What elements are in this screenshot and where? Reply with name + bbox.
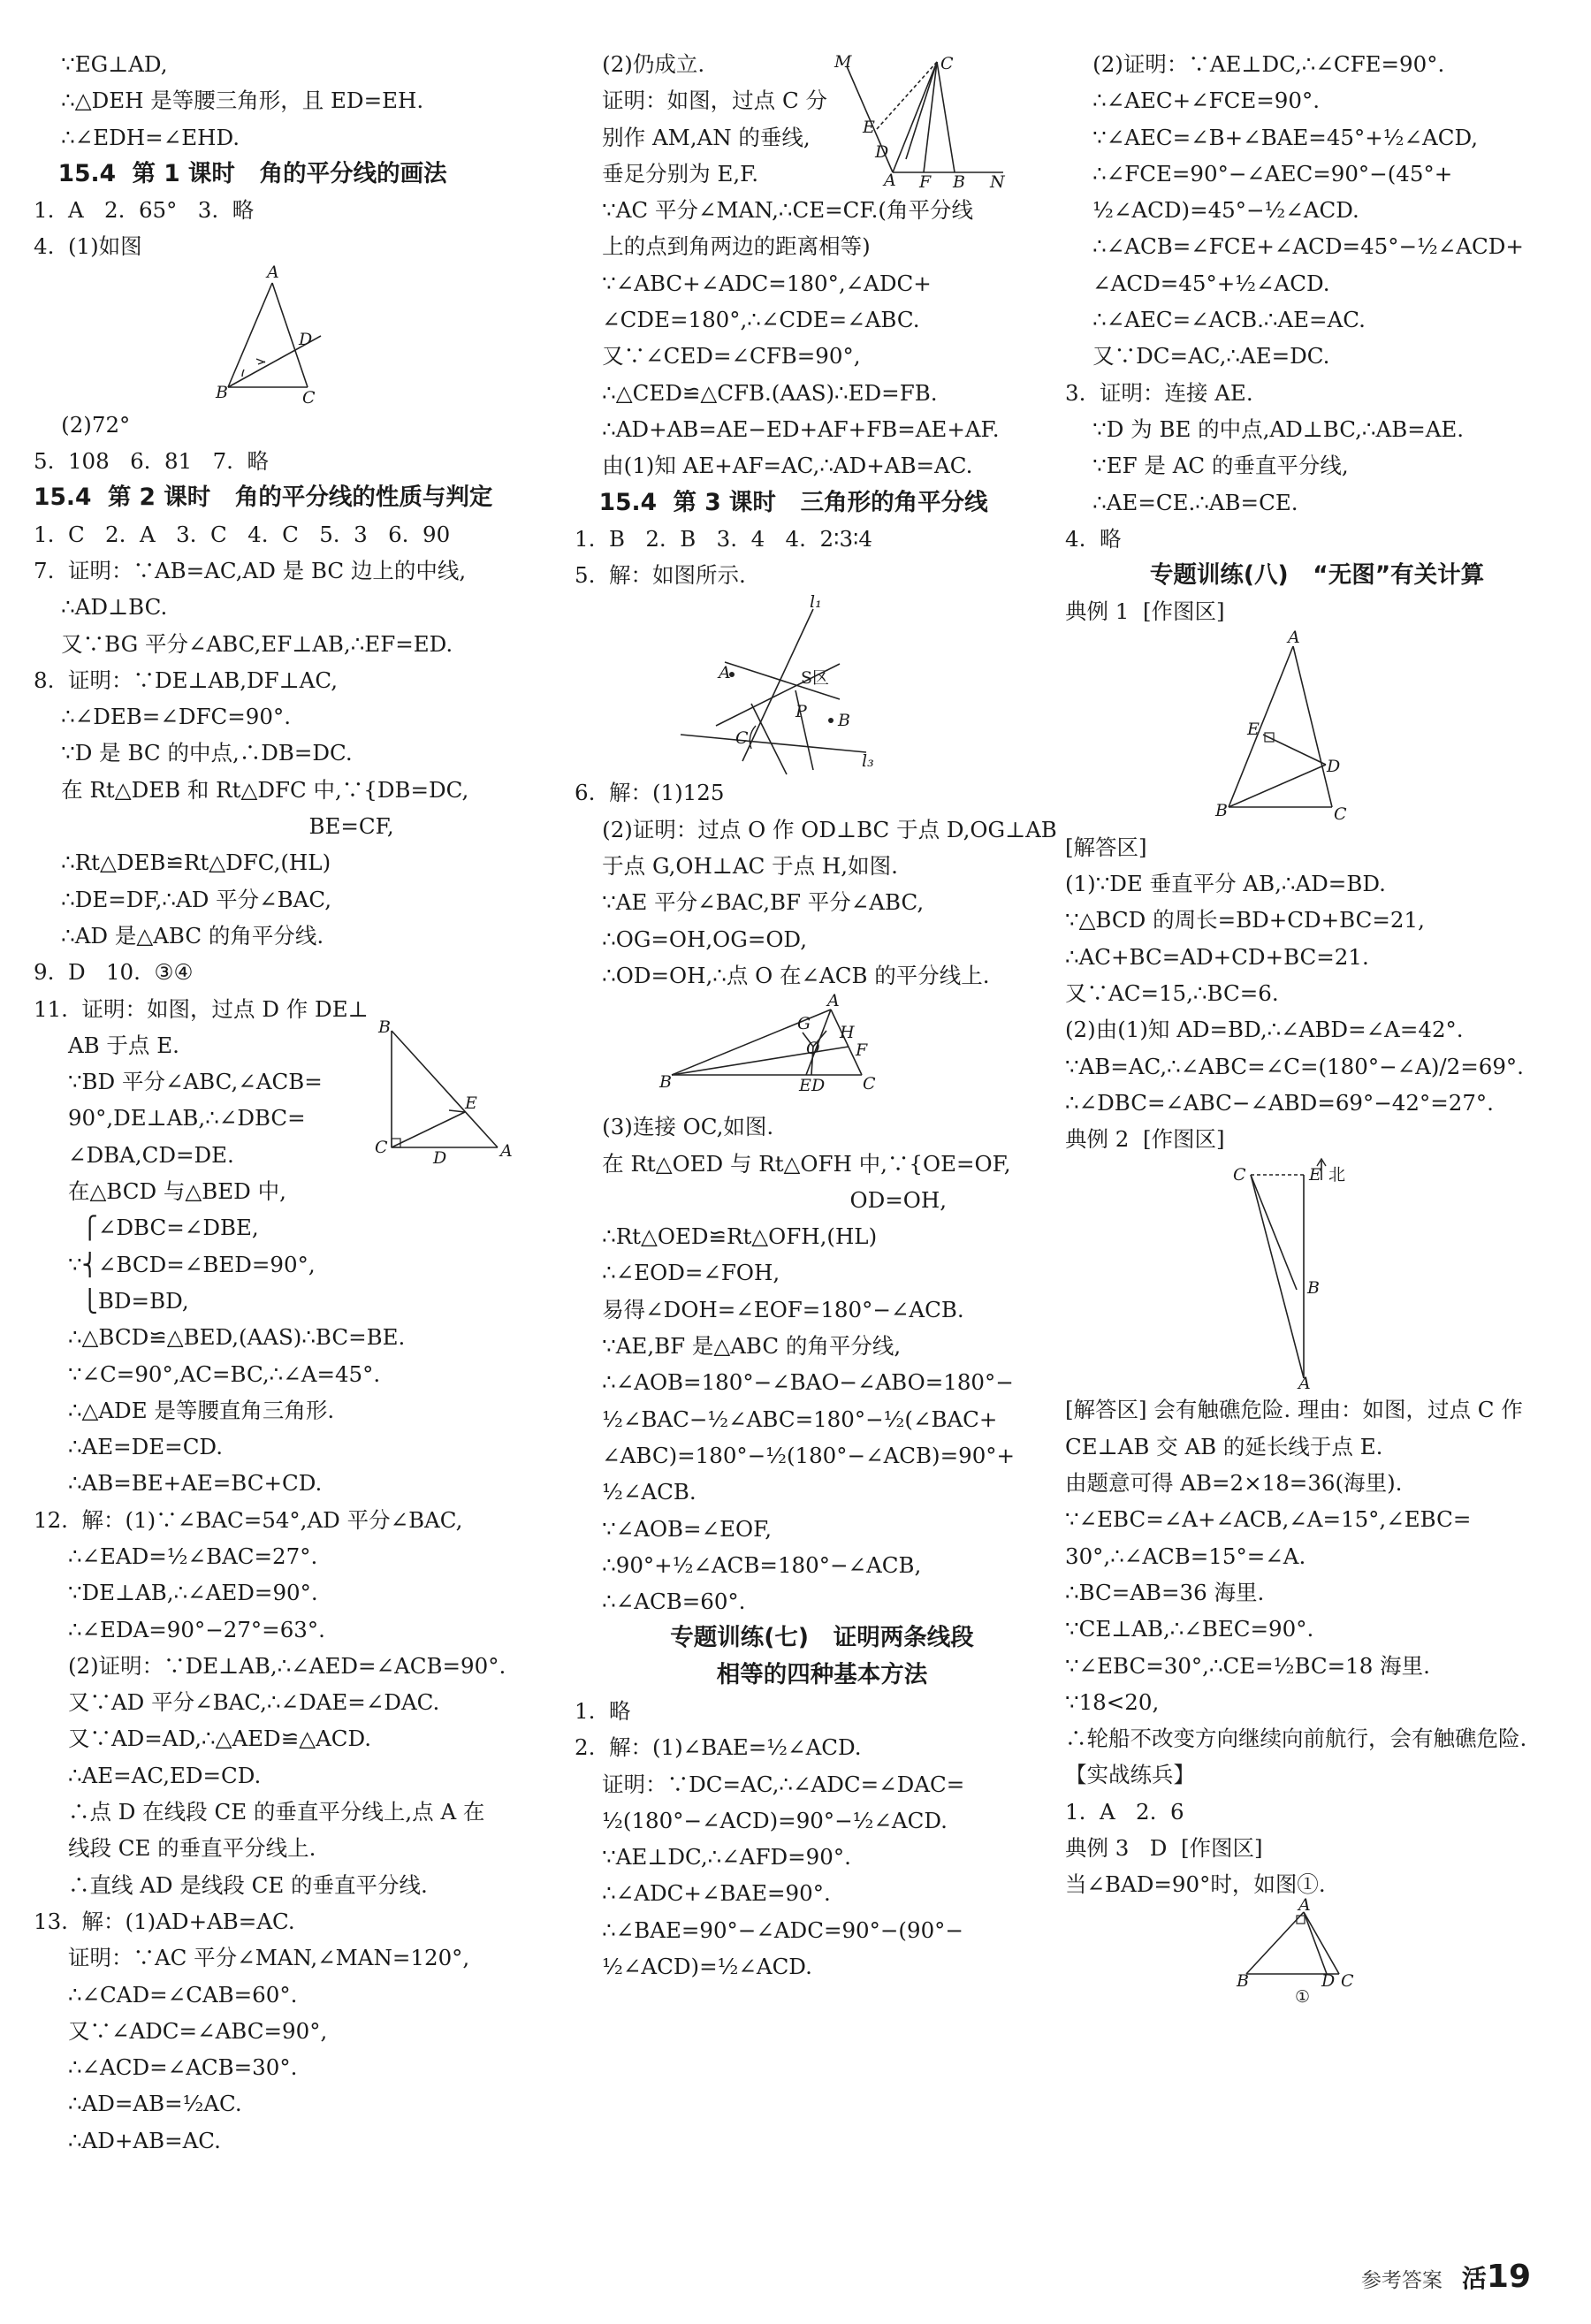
fig-label: P: [796, 702, 807, 722]
answer-line: ∵EF 是 AC 的垂直平分线,: [1065, 453, 1349, 479]
answer-line: 又∵DC=AC,∴AE=DC.: [1065, 343, 1330, 370]
fig-label: A: [827, 991, 840, 1011]
answer-line: ∴∠FCE=90°−∠AEC=90°−(45°+: [1065, 160, 1453, 187]
fig-label: A: [500, 1141, 513, 1161]
page-number: 19: [1486, 2259, 1531, 2295]
answer-line: OD=OH,: [575, 1186, 948, 1213]
answer-line: 6. 解：(1)125: [575, 780, 725, 806]
answer-line: 线段 CE 的垂直平分线上.: [34, 1835, 316, 1862]
figure-f2c: [575, 991, 1070, 1109]
answer-line: 又∵AC=15,∴BC=6.: [1065, 979, 1279, 1006]
fig-label: A: [1298, 1894, 1311, 1915]
fig-label: D: [811, 1076, 826, 1096]
answer-line: 典例 2 [作图区]: [1065, 1126, 1225, 1153]
answer-line: ∴点 D 在线段 CE 的垂直平分线上,点 A 在: [34, 1799, 485, 1825]
fig-label: A: [267, 262, 279, 282]
answer-column-3: [1065, 46, 1569, 2009]
answer-line: ∠ABC)=180°−½(180°−∠ACB)=90°+: [575, 1442, 1016, 1468]
answer-line: ∵D 为 BE 的中点,AD⊥BC,∴AB=AE.: [1065, 415, 1465, 442]
answer-line: (1)∵DE 垂直平分 AB,∴AD=BD.: [1065, 871, 1386, 897]
answer-line: ½∠ACD)=½∠ACD.: [575, 1954, 812, 1980]
answer-line: 1. 略: [575, 1697, 631, 1724]
answer-line: 1. A 2. 65° 3. 略: [34, 197, 255, 224]
answer-line: ∵AC 平分∠MAN,∴CE=CF.(角平分线: [575, 197, 973, 224]
answer-line: 在 Rt△OED 与 Rt△OFH 中,∵{OE=OF,: [575, 1150, 1011, 1177]
fig-label: E: [465, 1093, 477, 1113]
answer-line: ∴∠EDA=90°−27°=63°.: [34, 1616, 325, 1642]
answer-line: ∴△ADE 是等腰直角三角形.: [34, 1397, 335, 1423]
fig-label: S区: [801, 668, 830, 689]
answer-line: ∵⎨∠BCD=∠BED=90°,: [34, 1251, 316, 1277]
answer-line: 3. 证明：连接 AE.: [1065, 379, 1253, 406]
fig-label: E: [1309, 1165, 1321, 1185]
answer-line: 4. 略: [1065, 525, 1122, 552]
answer-line: ∴AC+BC=AD+CD+BC=21.: [1065, 943, 1369, 970]
answer-line: 在△BCD 与△BED 中,: [34, 1178, 286, 1205]
section-heading: 专题训练(八) “无图”有关计算: [1149, 561, 1485, 590]
answer-line: 又∵∠ADC=∠ABC=90°,: [34, 2017, 328, 2044]
fig-label: D: [1321, 1970, 1336, 1991]
answer-line: ∴AD+AB=AC.: [34, 2127, 221, 2153]
answer-line: AB 于点 E.: [34, 1032, 179, 1058]
fig-label: C: [863, 1074, 876, 1094]
answer-line: ∴OD=OH,∴点 O 在∠ACB 的平分线上.: [575, 962, 990, 988]
fig-label: M: [834, 52, 852, 72]
answer-line: 13. 解：(1)AD+AB=AC.: [34, 1908, 295, 1934]
answer-line: ∵CE⊥AB,∴∠BEC=90°.: [1065, 1616, 1314, 1642]
answer-line: 又∵AD 平分∠BAC,∴∠DAE=∠DAC.: [34, 1689, 440, 1716]
answer-line: 典例 1 [作图区]: [1065, 598, 1225, 625]
answer-line: 1. A 2. 6: [1065, 1798, 1184, 1825]
answer-line: ∵△BCD 的周长=BD+CD+BC=21,: [1065, 907, 1425, 933]
answer-line: ∴AD 是△ABC 的角平分线.: [34, 922, 324, 949]
fig-label: B: [953, 172, 965, 192]
section-heading: 相等的四种基本方法: [716, 1660, 928, 1688]
answer-line: ∵18<20,: [1065, 1688, 1160, 1715]
answer-line: 1. C 2. A 3. C 4. C 5. 3 6. 90: [34, 521, 451, 547]
figure-f3b: [1065, 1157, 1569, 1394]
answer-line: 90°,DE⊥AB,∴∠DBC=: [34, 1105, 306, 1132]
answer-line: ∴△DEH 是等腰三角形，且 ED=EH.: [34, 88, 424, 114]
fig-label: C: [1334, 804, 1347, 824]
answer-line: ∠ACD=45°+½∠ACD.: [1065, 270, 1330, 296]
answer-line: 由题意可得 AB=2×18=36(海里).: [1065, 1470, 1403, 1497]
answer-line: ∴∠AEC+∠FCE=90°.: [1065, 88, 1321, 114]
answer-line: ∴Rt△OED≌Rt△OFH,(HL): [575, 1223, 878, 1250]
footer-label: 参考答案: [1360, 2269, 1443, 2292]
fig-label: C: [302, 387, 316, 408]
answer-line: ∴轮船不改变方向继续向前航行，会有触礁危险.: [1065, 1726, 1527, 1752]
answer-line: 于点 G,OH⊥AC 于点 H,如图.: [575, 853, 898, 880]
fig-label: O: [806, 1039, 820, 1059]
answer-line: ∵AE⊥DC,∴∠AFD=90°.: [575, 1844, 851, 1871]
section-heading: 15.4 第 3 课时 三角形的角平分线: [575, 488, 988, 516]
answer-line: 别作 AM,AN 的垂线,: [575, 124, 811, 150]
fig-label: F: [856, 1040, 868, 1061]
fig-label: G: [797, 1014, 811, 1034]
fig-label: D: [433, 1148, 447, 1168]
answer-line: ∵AE 平分∠BAC,BF 平分∠ABC,: [575, 889, 925, 916]
answer-line: 证明：∵AC 平分∠MAN,∠MAN=120°,: [34, 1945, 470, 1971]
answer-line: ∵∠C=90°,AC=BC,∴∠A=45°.: [34, 1360, 381, 1387]
answer-line: 在 Rt△DEB 和 Rt△DFC 中,∵{DB=DC,: [34, 776, 469, 803]
answer-line: (2)证明：∵DE⊥AB,∴∠AED=∠ACB=90°.: [34, 1652, 506, 1679]
figure-f3a: [1065, 627, 1569, 829]
answer-line: 11. 证明：如图，过点 D 作 DE⊥: [34, 995, 369, 1022]
figure-f11: [352, 1015, 513, 1169]
answer-line: ∵BD 平分∠ABC,∠ACB=: [34, 1069, 323, 1095]
fig-label: E: [799, 1076, 811, 1096]
fig-label: l₃: [862, 751, 874, 772]
fig-label: E: [863, 118, 875, 137]
answer-line: ∴∠EAD=½∠BAC=27°.: [34, 1543, 318, 1569]
answer-line: 30°,∴∠ACB=15°=∠A.: [1065, 1543, 1306, 1569]
answer-line: ∵∠EBC=∠A+∠ACB,∠A=15°,∠EBC=: [1065, 1506, 1472, 1533]
answer-line: ½(180°−∠ACD)=90°−½∠ACD.: [575, 1807, 948, 1833]
answer-column-1: [34, 46, 529, 2159]
answer-line: (3)连接 OC,如图.: [575, 1114, 774, 1140]
answer-line: 1. B 2. B 3. 4 4. 2∶3∶4: [575, 525, 873, 552]
fig-label: C: [375, 1138, 388, 1157]
answer-line: (2)仍成立.: [575, 51, 705, 77]
answer-line: 又∵BG 平分∠ABC,EF⊥AB,∴EF=ED.: [34, 630, 453, 657]
answer-line: 8. 证明：∵DE⊥AB,DF⊥AC,: [34, 667, 339, 693]
fig-label: A: [1288, 627, 1300, 647]
answer-line: ½∠BAC−½∠ABC=180°−½(∠BAC+: [575, 1406, 998, 1432]
answer-line: ∴OG=OH,OG=OD,: [575, 926, 807, 952]
footer-huo: 活: [1461, 2264, 1487, 2293]
answer-line: [解答区] 会有触礁危险. 理由：如图，过点 C 作: [1065, 1397, 1523, 1423]
answer-line: 典例 3 D [作图区]: [1065, 1834, 1263, 1861]
answer-line: (2)证明：∵AE⊥DC,∴∠CFE=90°.: [1065, 51, 1445, 77]
answer-line: ½∠ACD)=45°−½∠ACD.: [1065, 197, 1359, 224]
page-footer: [1361, 2259, 1531, 2295]
fig-label: 北: [1328, 1165, 1346, 1185]
answer-line: 5. 解：如图所示.: [575, 562, 746, 589]
answer-line: ∵∠AOB=∠EOF,: [575, 1515, 773, 1542]
answer-line: 9. D 10. ③④: [34, 959, 194, 986]
fig-label: B: [1215, 800, 1228, 820]
answer-line: ∵AE,BF 是△ABC 的角平分线,: [575, 1333, 902, 1360]
figure-f1a: [34, 262, 529, 408]
answer-line: ∴Rt△DEB≌Rt△DFC,(HL): [34, 850, 331, 876]
answer-line: 上的点到角两边的距离相等): [575, 233, 871, 260]
answer-line: 垂足分别为 E,F.: [575, 160, 759, 187]
answer-line: ∴∠ACB=∠FCE+∠ACD=45°−½∠ACD+: [1065, 233, 1524, 260]
answer-line: ∵DE⊥AB,∴∠AED=90°.: [34, 1580, 318, 1606]
fig-label: B: [838, 711, 850, 731]
fig-label: C: [1341, 1970, 1354, 1991]
answer-line: ∴∠DEB=∠DFC=90°.: [34, 704, 291, 730]
answer-line: ∵∠EBC=30°,∴CE=½BC=18 海里.: [1065, 1652, 1430, 1679]
answer-line: 当∠BAD=90°时，如图①.: [1065, 1871, 1326, 1898]
answer-line: (2)证明：过点 O 作 OD⊥BC 于点 D,OG⊥AB: [575, 816, 1057, 842]
fig-label: H: [840, 1023, 855, 1043]
answer-column-2: [575, 46, 1070, 1985]
answer-line: 2. 解：(1)∠BAE=½∠ACD.: [575, 1734, 862, 1761]
fig-label: B: [1307, 1278, 1320, 1299]
answer-line: ∴∠CAD=∠CAB=60°.: [34, 1981, 298, 2008]
fig-label: C: [940, 54, 954, 73]
section-heading: 15.4 第 1 课时 角的平分线的画法: [34, 159, 447, 187]
fig-label: D: [299, 329, 313, 349]
answer-line: ∴AD+AB=AE−ED+AF+FB=AE+AF.: [575, 415, 1000, 442]
fig-label: B: [659, 1072, 672, 1093]
fig-label: A: [1298, 1374, 1311, 1394]
fig-label: ①: [1295, 1986, 1311, 2007]
answer-line: ∴∠AEC=∠ACB.∴AE=AC.: [1065, 307, 1366, 333]
answer-line: ⎩BD=BD,: [34, 1287, 189, 1314]
answer-line: ∴∠BAE=90°−∠ADC=90°−(90°−: [575, 1916, 963, 1943]
answer-line: ∴AB=BE+AE=BC+CD.: [34, 1470, 323, 1497]
fig-label: B: [378, 1017, 391, 1037]
answer-line: ∴∠EOD=∠FOH,: [575, 1260, 780, 1286]
fig-label: A: [719, 663, 731, 683]
answer-line: 又∵∠CED=∠CFB=90°,: [575, 343, 861, 370]
answer-line: ∠DBA,CD=DE.: [34, 1141, 234, 1168]
answer-line: ∵AB=AC,∴∠ABC=∠C=(180°−∠A)/2=69°.: [1065, 1053, 1524, 1079]
section-heading: 专题训练(七) 证明两条线段: [670, 1624, 974, 1652]
answer-line: ∵EG⊥AD,: [34, 51, 168, 77]
figure-f2b: [575, 593, 1070, 774]
fig-label: C: [735, 728, 749, 749]
section-heading: 15.4 第 2 课时 角的平分线的性质与判定: [34, 484, 493, 512]
answer-line: ∴△CED≌△CFB.(AAS)∴ED=FB.: [575, 379, 938, 406]
figure-f3c: [1065, 1894, 1569, 2009]
fig-label: D: [1327, 756, 1341, 776]
answer-line: ∴直线 AD 是线段 CE 的垂直平分线.: [34, 1871, 428, 1898]
answer-line: ∴∠ADC+∠BAE=90°.: [575, 1880, 831, 1907]
answer-line: CE⊥AB 交 AB 的延长线于点 E.: [1065, 1433, 1383, 1459]
fig-label: l₁: [810, 592, 822, 613]
answer-line: ∵∠AEC=∠B+∠BAE=45°+½∠ACD,: [1065, 124, 1479, 150]
answer-line: (2)由(1)知 AD=BD,∴∠ABD=∠A=42°.: [1065, 1017, 1464, 1043]
answer-line: ∴AE=CE.∴AB=CE.: [1065, 489, 1298, 515]
answer-line: ∴DE=DF,∴AD 平分∠BAC,: [34, 886, 332, 912]
answer-line: ∴△BCD≌△BED,(AAS)∴BC=BE.: [34, 1324, 406, 1351]
fig-label: D: [875, 142, 889, 162]
answer-line: 4. (1)如图: [34, 233, 142, 260]
answer-line: ∴AD⊥BC.: [34, 594, 168, 621]
answer-line: ∴∠DBC=∠ABC−∠ABD=69°−42°=27°.: [1065, 1089, 1494, 1116]
answer-line: ∠CDE=180°,∴∠CDE=∠ABC.: [575, 307, 920, 333]
answer-line: ∴90°+½∠ACB=180°−∠ACB,: [575, 1551, 922, 1578]
answer-line: ∴BC=AB=36 海里.: [1065, 1579, 1265, 1605]
answer-line: 由(1)知 AE+AF=AC,∴AD+AB=AC.: [575, 453, 973, 479]
answer-line: 证明：∵DC=AC,∴∠ADC=∠DAC=: [575, 1771, 965, 1797]
answer-line: 12. 解：(1)∵∠BAC=54°,AD 平分∠BAC,: [34, 1506, 463, 1533]
answer-line: ∴∠ACD=∠ACB=30°.: [34, 2054, 298, 2081]
answer-line: ½∠ACB.: [575, 1479, 697, 1505]
fig-label: F: [919, 172, 932, 192]
answer-line: BE=CF,: [34, 813, 394, 840]
answer-line: 【实战练兵】: [1065, 1762, 1195, 1788]
answer-line: [解答区]: [1065, 834, 1147, 860]
answer-line: ∴∠ACB=60°.: [575, 1589, 746, 1615]
answer-line: ∴AE=AC,ED=CD.: [34, 1762, 262, 1788]
answer-line: ∴AE=DE=CD.: [34, 1434, 223, 1460]
answer-line: ∵D 是 BC 的中点,∴DB=DC.: [34, 740, 353, 766]
answer-line: 5. 108 6. 81 7. 略: [34, 448, 270, 475]
fig-label: B: [1237, 1970, 1249, 1991]
answer-line: ⎧∠DBC=∠DBE,: [34, 1215, 259, 1241]
fig-label: B: [216, 382, 228, 402]
figure-f1b: [831, 52, 1008, 192]
answer-line: (2)72°: [34, 411, 131, 438]
answer-line: ∵∠ABC+∠ADC=180°,∠ADC+: [575, 270, 932, 296]
fig-label: C: [1233, 1165, 1246, 1185]
fig-label: A: [884, 171, 896, 190]
answer-line: 易得∠DOH=∠EOF=180°−∠ACB.: [575, 1296, 964, 1322]
answer-line: 又∵AD=AD,∴△AED≌△ACD.: [34, 1726, 372, 1752]
answer-line: 7. 证明：∵AB=AC,AD 是 BC 边上的中线,: [34, 557, 467, 583]
answer-line: ∴∠AOB=180°−∠BAO−∠ABO=180°−: [575, 1369, 1014, 1396]
answer-line: ∴AD=AB=½AC.: [34, 2091, 242, 2117]
fig-label: E: [1247, 719, 1260, 739]
answer-line: ∴∠EDH=∠EHD.: [34, 124, 240, 150]
answer-line: 证明：如图，过点 C 分: [575, 88, 827, 114]
fig-label: N: [990, 172, 1005, 192]
